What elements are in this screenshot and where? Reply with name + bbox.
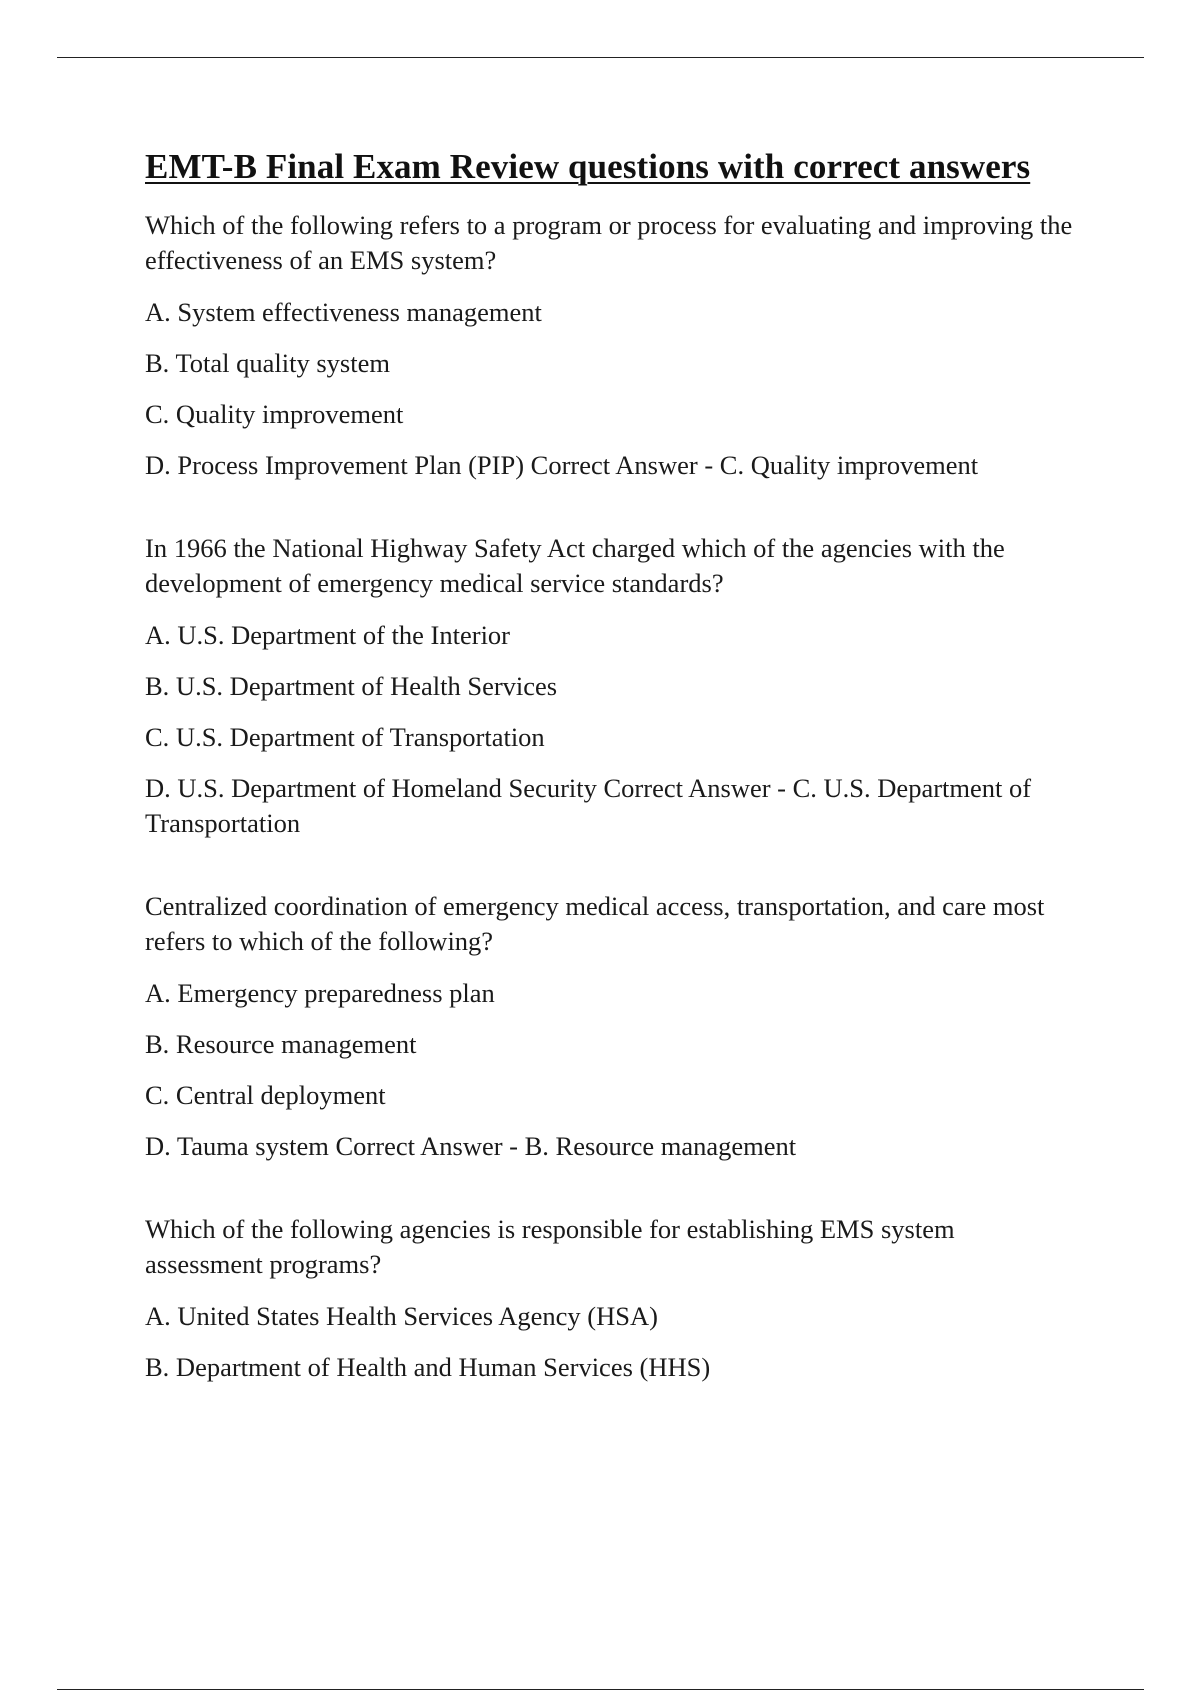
question-text: In 1966 the National Highway Safety Act charged which of the agencies with the development of emergency medical service standards? (145, 533, 1005, 598)
question-3 (145, 889, 1075, 1164)
question-4 (145, 1212, 1075, 1385)
document-title: EMT-B Final Exam Review questions with correct answers (145, 147, 1031, 186)
answer-option: C. Central deployment (145, 1080, 386, 1110)
answer-option: B. Total quality system (145, 348, 390, 378)
answer-option: A. United States Health Services Agency (HSA) (145, 1301, 658, 1331)
answer-option: B. U.S. Department of Health Services (145, 671, 558, 701)
answer-option-with-correct-answer: D. U.S. Department of Homeland Security Correct Answer - C. U.S. Department of Transportation (145, 773, 1032, 838)
document-body (145, 145, 1075, 1385)
answer-option: C. Quality improvement (145, 399, 404, 429)
question-text: Which of the following agencies is responsible for establishing EMS system assessment programs? (145, 1214, 955, 1279)
question-1 (145, 208, 1075, 483)
answer-option: B. Resource management (145, 1029, 417, 1059)
question-text: Which of the following refers to a program or process for evaluating and improving the effectiveness of an EMS system? (145, 210, 1073, 275)
answer-option: B. Department of Health and Human Services (HHS) (145, 1352, 711, 1382)
question-text: Centralized coordination of emergency medical access, transportation, and care most refers to which of the following? (145, 891, 1045, 956)
answer-option: A. Emergency preparedness plan (145, 978, 495, 1008)
answer-option-with-correct-answer: D. Process Improvement Plan (PIP) Correct Answer - C. Quality improvement (145, 450, 979, 480)
answer-option: C. U.S. Department of Transportation (145, 722, 545, 752)
answer-option: A. U.S. Department of the Interior (145, 620, 511, 650)
footer-rule (57, 1689, 1144, 1690)
answer-option-with-correct-answer: D. Tauma system Correct Answer - B. Resource management (145, 1131, 797, 1161)
answer-option: A. System effectiveness management (145, 297, 542, 327)
question-2 (145, 531, 1075, 841)
header-rule (57, 57, 1144, 58)
